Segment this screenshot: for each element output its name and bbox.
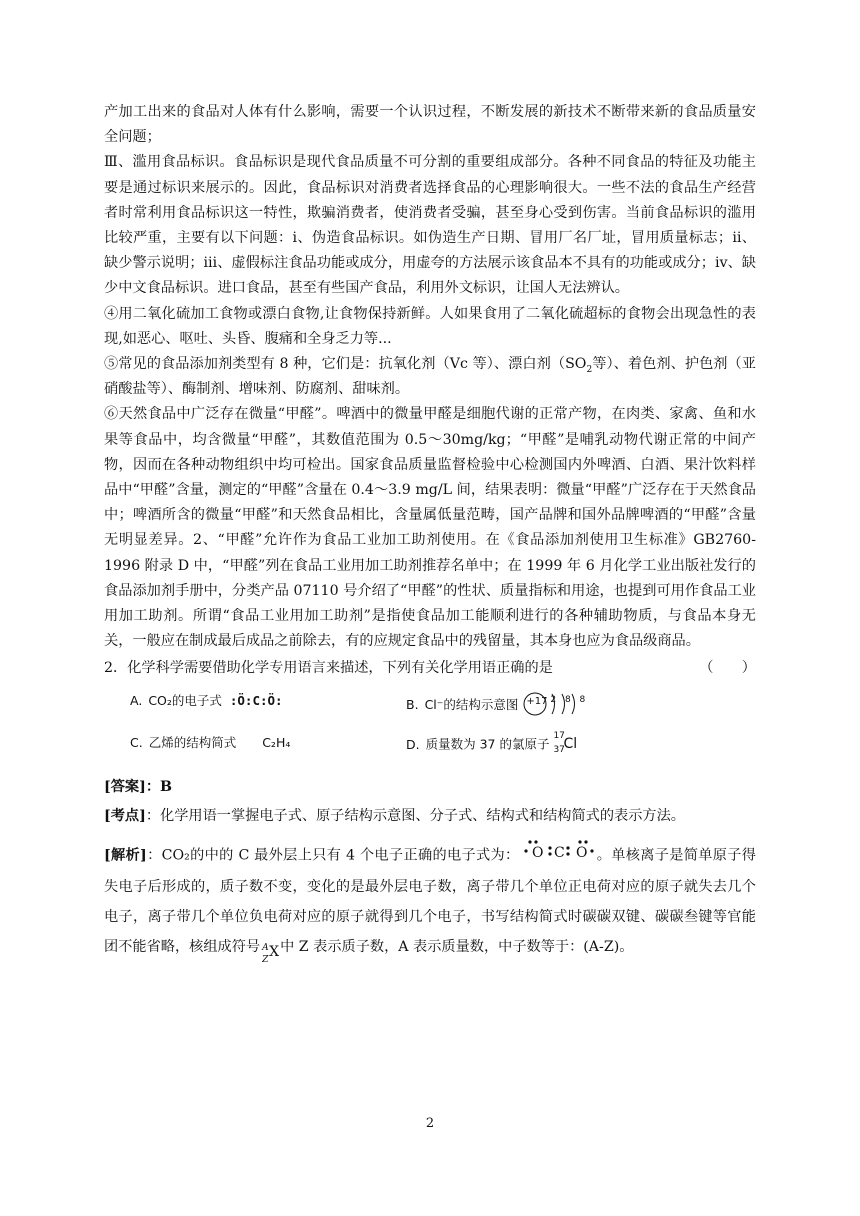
answer-label: [答案] [104, 779, 146, 796]
chlorine-nuclide-symbol: 17 37 Cl [553, 731, 578, 756]
paragraph-so2: ④用二氧化硫加工食物或漂白食物,让食物保持新鲜。人如果食用了二氧化硫超标的食物会出现急性的表现,如恶心、呕吐、头昏、腹痛和全身乏力等... [104, 305, 756, 347]
analysis-label: [解析] [104, 847, 147, 864]
page-number: 2 [425, 1116, 435, 1131]
answer-blank: （ ） [699, 660, 756, 677]
paragraph-misuse-labels: Ⅲ、滥用食品标识。食品标识是现代食品质量不可分割的重要组成部分。各种不同食品的特征及功能主要是通过标识来展示的。因此，食品标识对消费者选择食品的心理影响很大。一些不法的食品生产经营者时常利用食品标识这一特性，欺骗消费者，使消费者受骗，甚至身心受到伤害。当前食品标识的滥用比较严重，主要有以下问题：ⅰ、伪造食品标识。如伪造生产日期、冒用厂名厂址，冒用质量标志；ⅱ、缺少警示说明；ⅲ、虚假标注食品功能或成分，用虚夸的方法展示该食品本不具有的功能或成分；ⅳ、缺少中文食品标识。进口食品，甚至有些国产食品，利用外文标识，让国人无法辨认。 [104, 154, 756, 297]
option-b: B. Cl⁻的结构示意图 +17 2 8 8 [406, 691, 584, 720]
option-d: D. 质量数为 37 的氯原子 17 37 Cl [406, 733, 579, 757]
svg-text:C: C [554, 845, 566, 862]
kaodian-text: 化学用语一掌握电子式、原子结构示意图、分子式、结构式和结构简式的表示方法。 [160, 808, 685, 825]
shell-electrons: 2 8 8 [550, 695, 589, 706]
nucleus-charge: +17 [526, 696, 548, 708]
nuclide-notation: A Z X [262, 943, 280, 966]
question-2 [104, 656, 756, 681]
analysis-block: [解析]：CO₂的中的 C 最外层上只有 4 个电子正确的电子式为： O C O 。单核离子是简单原子得失电子后形成的，质子数不变，变化的是最外层电子数，离子带几个单位正电荷对应的原子就失去几个电子，离子带几个单位负电荷对应的原子就得到几个电子，书写结构简式时碳碳双键、碳碳叁键等官能团不能省略，核组成符号 A Z X 中 Z 表示质子数，A 表示质量数，中子数等于：(A-Z)。 [104, 839, 756, 962]
svg-text:O: O [532, 845, 544, 862]
svg-text:O: O [576, 845, 588, 862]
paragraph-1: 产加工出来的食品对人体有什么影响，需要一个认识过程，不断发展的新技术不断带来新的食品质量安全问题； [104, 104, 756, 146]
cl-ion-structure-diagram [522, 691, 589, 720]
option-a: A. CO₂的电子式 :Ö:C:Ö: [130, 693, 283, 709]
kaodian-label: [考点] [104, 808, 146, 825]
kaodian-line: [考点]：化学用语一掌握电子式、原子结构示意图、分子式、结构式和结构简式的表示方法。 [104, 808, 685, 825]
question-stem: 2．化学科学需要借助化学专用语言来描述，下列有关化学用语正确的是 [104, 660, 553, 677]
options-block [104, 685, 756, 763]
co2-electron-formula: :Ö:C:Ö: [229, 693, 283, 709]
co2-dot-formula-icon [524, 839, 596, 872]
answer-line: [答案]：B [104, 779, 173, 796]
answer-value: B [160, 779, 173, 796]
paragraph-formaldehyde: ⑥天然食品中广泛存在微量“甲醛”。啤酒中的微量甲醛是细胞代谢的正常产物，在肉类、家禽、鱼和水果等食品中，均含微量“甲醛”，其数值范围为 0.5～30mg/kg；“甲醛”是哺乳动物代谢正常的中间产物，因而在各种动物组织中均可检出。国家食品质量监督检验中心检测国内外啤酒、白酒、果汁饮料样品中“甲醛”含量，测定的“甲醛”含量在 0.4～3.9 mg/L 间，结果表明：微量“甲醛”广泛存在于天然食品中；啤酒所含的微量“甲醛”和天然食品相比，含量属低量范畴，国产品牌和国外品牌啤酒的“甲醛”含量无明显差异。2、“甲醛”允许作为食品工业加工助剂使用。在《食品添加剂使用卫生标准》GB2760-1996 附录 D 中，“甲醛”列在食品工业用加工助剂推荐名单中；在 1999 年 6 月化学工业出版社发行的食品添加剂手册中，分类产品 07110 号介绍了“甲醛”的性状、质量指标和用途，也提到可用作食品工业用加工助剂。所谓“食品工业用加工助剂”是指使食品加工能顺利进行的各种辅助物质，与食品本身无关，一般应在制成最后成品之前除去，有的应规定食品中的残留量，其本身也应为食品级商品。 [104, 406, 756, 650]
page-content [104, 100, 756, 966]
option-c: C. 乙烯的结构简式 C₂H₄ [130, 735, 291, 751]
ethylene-formula: C₂H₄ [262, 735, 291, 751]
paragraph-additives: ⑤常见的食品添加剂类型有 8 种，它们是：抗氧化剂（Vc 等）、漂白剂（$SO_2$等）、着色剂、护色剂（亚硝酸盐等）、酶制剂、增味剂、防腐剂、甜味剂。 [104, 356, 756, 398]
